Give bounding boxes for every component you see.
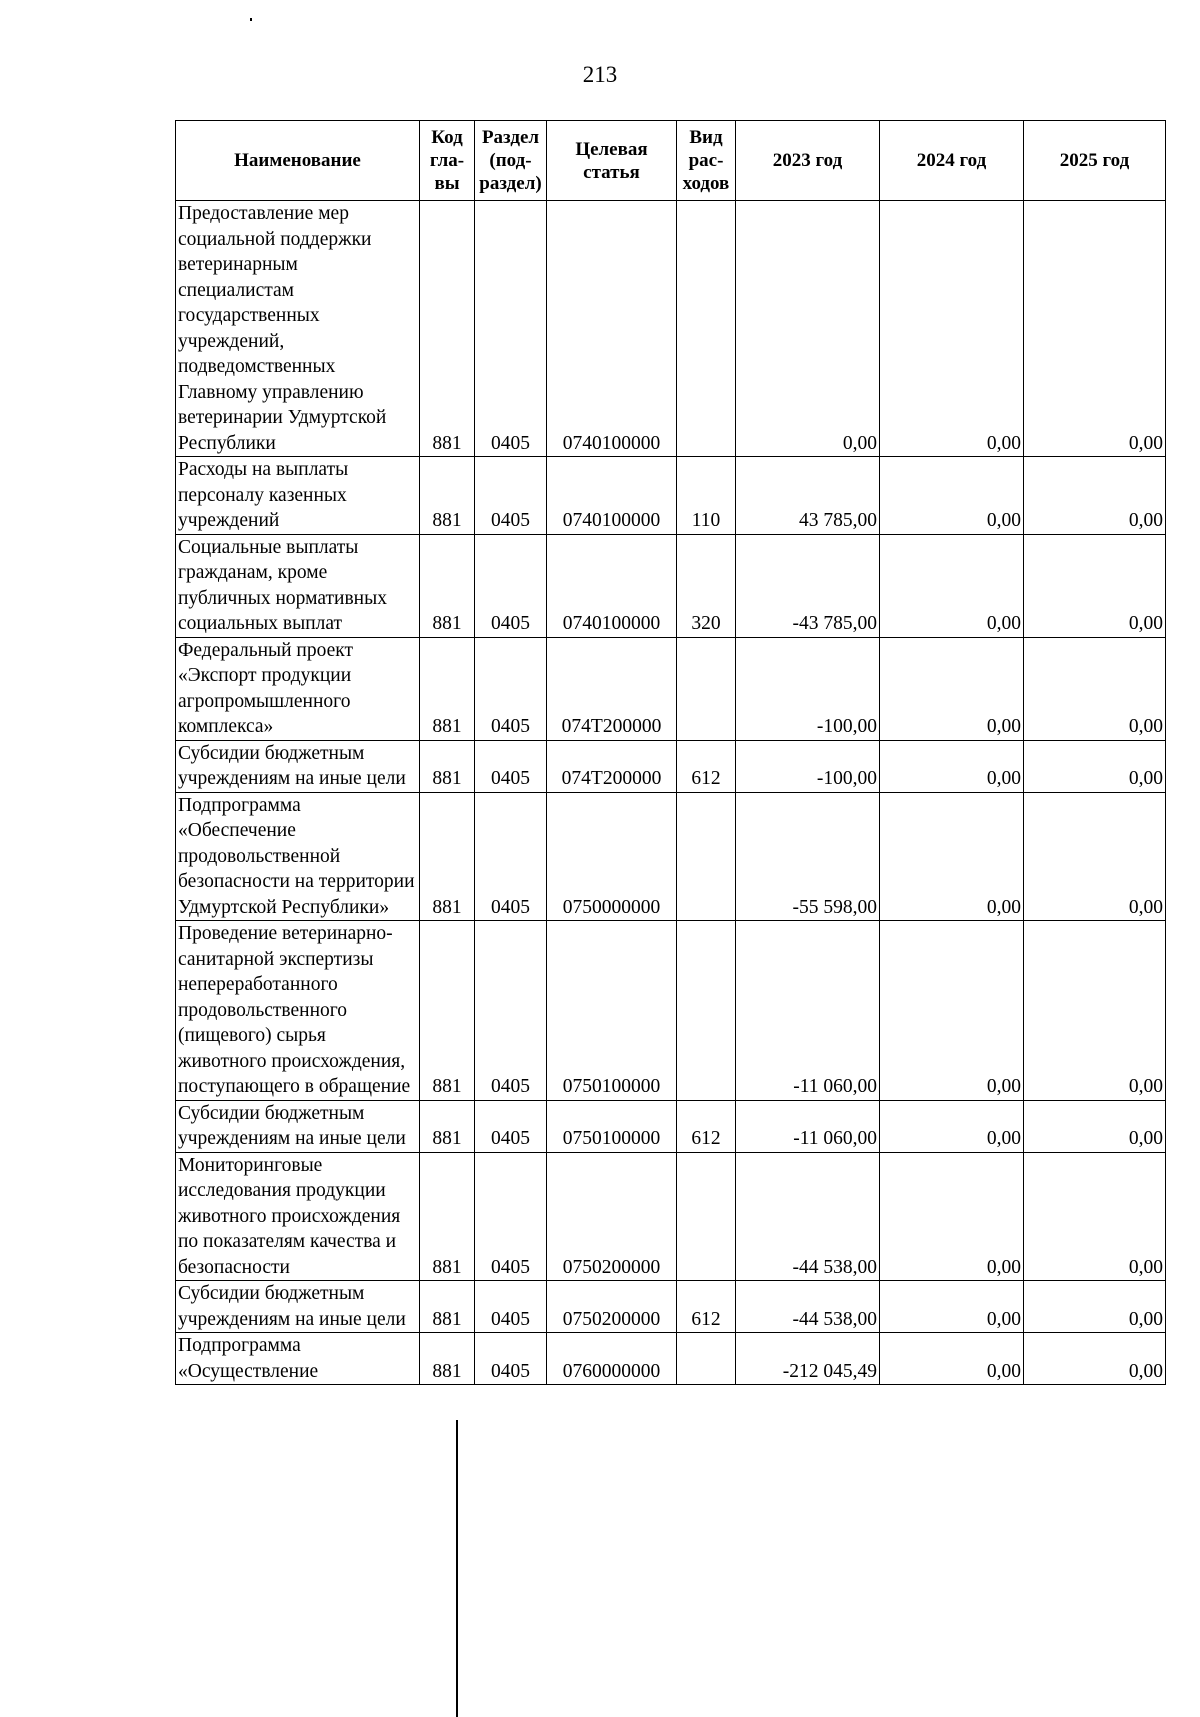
row-2025-cell: 0,00 [1024,1100,1166,1152]
row-2024-cell: 0,00 [880,740,1024,792]
row-chapter-cell: 881 [420,201,475,457]
row-expense-type-cell [677,1152,736,1281]
row-2023-cell: -212 045,49 [736,1333,880,1385]
row-expense-type-cell [677,201,736,457]
row-target-cell: 0740100000 [547,457,677,535]
row-2023-cell: -100,00 [736,637,880,740]
row-section-cell: 0405 [475,921,547,1101]
row-section-cell: 0405 [475,457,547,535]
table-header-row [176,121,1166,201]
row-2025-cell: 0,00 [1024,457,1166,535]
row-section-cell: 0405 [475,1100,547,1152]
row-name-cell: Подпрограмма «Осуществление [176,1333,420,1385]
row-section-cell: 0405 [475,1333,547,1385]
row-2024-cell: 0,00 [880,201,1024,457]
header-2024: 2024 год [880,121,1024,201]
row-2023-cell: -11 060,00 [736,921,880,1101]
row-chapter-cell: 881 [420,1333,475,1385]
row-section-cell: 0405 [475,534,547,637]
row-expense-type-cell [677,1333,736,1385]
row-name-cell: Субсидии бюджетным учреждениям на иные цели [176,1281,420,1333]
table-row [176,740,1166,792]
row-2023-cell: -11 060,00 [736,1100,880,1152]
row-2024-cell: 0,00 [880,534,1024,637]
row-name-cell: Социальные выплаты гражданам, кроме публичных нормативных социальных выплат [176,534,420,637]
row-2025-cell: 0,00 [1024,921,1166,1101]
row-2025-cell: 0,00 [1024,637,1166,740]
row-expense-type-cell: 612 [677,1281,736,1333]
row-target-cell: 074T200000 [547,740,677,792]
row-2023-cell: -43 785,00 [736,534,880,637]
row-section-cell: 0405 [475,1152,547,1281]
row-target-cell: 0750000000 [547,792,677,921]
row-2023-cell: -55 598,00 [736,792,880,921]
row-chapter-cell: 881 [420,457,475,535]
row-section-cell: 0405 [475,1281,547,1333]
header-name: Наименование [176,121,420,201]
row-2025-cell: 0,00 [1024,1333,1166,1385]
row-name-cell: Предоставление мер социальной поддержки ветеринарным специалистам государственных учреждений, подведомственных Главному управлению ветеринарии Удмуртской Республики [176,201,420,457]
row-target-cell: 0750200000 [547,1281,677,1333]
scan-line [456,1420,458,1717]
row-2023-cell: 0,00 [736,201,880,457]
row-2023-cell: -44 538,00 [736,1281,880,1333]
row-2025-cell: 0,00 [1024,1152,1166,1281]
row-2025-cell: 0,00 [1024,201,1166,457]
row-chapter-cell: 881 [420,921,475,1101]
row-expense-type-cell [677,637,736,740]
row-target-cell: 0760000000 [547,1333,677,1385]
row-2024-cell: 0,00 [880,637,1024,740]
row-2023-cell: -44 538,00 [736,1152,880,1281]
row-2025-cell: 0,00 [1024,534,1166,637]
table-row [176,792,1166,921]
row-2025-cell: 0,00 [1024,1281,1166,1333]
row-name-cell: Субсидии бюджетным учреждениям на иные цели [176,740,420,792]
row-2024-cell: 0,00 [880,1152,1024,1281]
row-chapter-cell: 881 [420,1100,475,1152]
row-expense-type-cell: 612 [677,1100,736,1152]
header-section: Раздел (под-раздел) [475,121,547,201]
row-section-cell: 0405 [475,792,547,921]
row-expense-type-cell [677,921,736,1101]
row-chapter-cell: 881 [420,792,475,921]
row-2024-cell: 0,00 [880,1281,1024,1333]
table-row [176,201,1166,457]
row-expense-type-cell [677,792,736,921]
table-row [176,534,1166,637]
row-section-cell: 0405 [475,740,547,792]
header-chapter: Код гла-вы [420,121,475,201]
table-row [176,1281,1166,1333]
row-2024-cell: 0,00 [880,1333,1024,1385]
row-name-cell: Подпрограмма «Обеспечение продовольственной безопасности на территории Удмуртской Республики» [176,792,420,921]
scan-dot [250,18,252,21]
row-name-cell: Субсидии бюджетным учреждениям на иные цели [176,1100,420,1152]
page-number: 213 [582,62,618,87]
row-2025-cell: 0,00 [1024,740,1166,792]
row-expense-type-cell: 612 [677,740,736,792]
row-expense-type-cell: 110 [677,457,736,535]
row-2023-cell: -100,00 [736,740,880,792]
row-2025-cell: 0,00 [1024,792,1166,921]
row-section-cell: 0405 [475,201,547,457]
row-name-cell: Мониторинговые исследования продукции животного происхождения по показателям качества и безопасности [176,1152,420,1281]
row-target-cell: 0740100000 [547,534,677,637]
row-name-cell: Федеральный проект «Экспорт продукции агропромышленного комплекса» [176,637,420,740]
header-expense-type: Вид рас-ходов [677,121,736,201]
row-2024-cell: 0,00 [880,457,1024,535]
row-chapter-cell: 881 [420,534,475,637]
row-chapter-cell: 881 [420,740,475,792]
table-row [176,637,1166,740]
row-target-cell: 0750100000 [547,921,677,1101]
row-target-cell: 074T200000 [547,637,677,740]
row-2024-cell: 0,00 [880,1100,1024,1152]
table-row [176,921,1166,1101]
table-row [176,1333,1166,1385]
row-chapter-cell: 881 [420,637,475,740]
row-target-cell: 0750100000 [547,1100,677,1152]
row-name-cell: Расходы на выплаты персоналу казенных учреждений [176,457,420,535]
row-chapter-cell: 881 [420,1281,475,1333]
header-2025: 2025 год [1024,121,1166,201]
row-chapter-cell: 881 [420,1152,475,1281]
header-target: Целевая статья [547,121,677,201]
budget-table [175,120,1166,1385]
row-2024-cell: 0,00 [880,921,1024,1101]
table-row [176,1152,1166,1281]
header-2023: 2023 год [736,121,880,201]
row-section-cell: 0405 [475,637,547,740]
row-2024-cell: 0,00 [880,792,1024,921]
row-target-cell: 0740100000 [547,201,677,457]
row-expense-type-cell: 320 [677,534,736,637]
row-target-cell: 0750200000 [547,1152,677,1281]
table-row [176,457,1166,535]
row-2023-cell: 43 785,00 [736,457,880,535]
row-name-cell: Проведение ветеринарно-санитарной экспертизы непереработанного продовольственного (пищевого) сырья животного происхождения, поступающего в обращение [176,921,420,1101]
table-row [176,1100,1166,1152]
